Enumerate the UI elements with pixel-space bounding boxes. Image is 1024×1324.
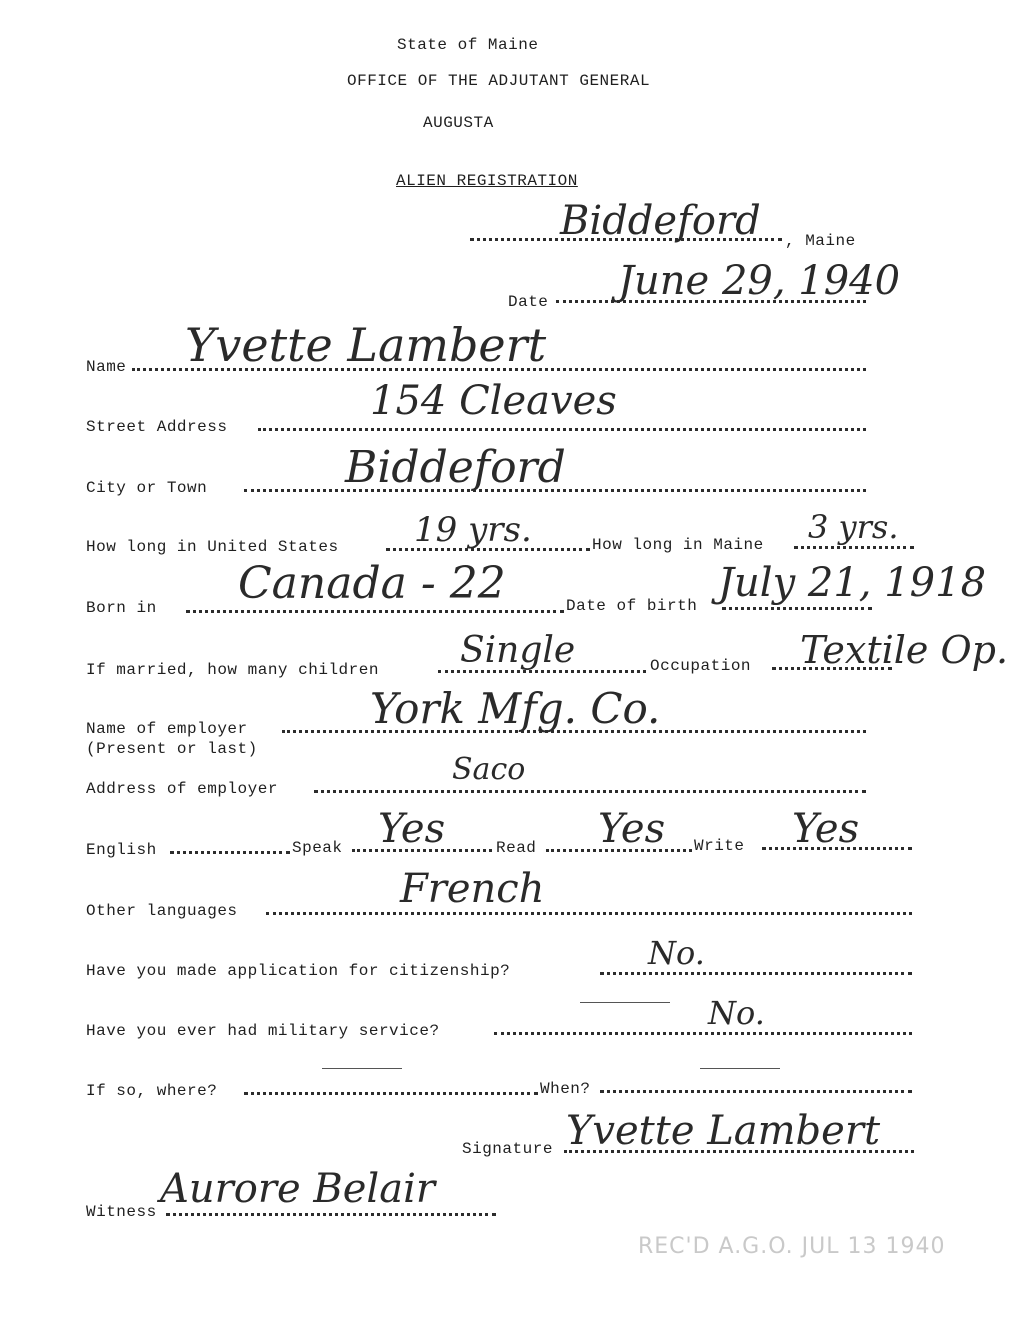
date-handwritten: June 29, 1940 [618, 258, 901, 304]
military-label: Have you ever had military service? [86, 1022, 440, 1040]
street-dotted-line [258, 428, 866, 431]
place-suffix: , Maine [785, 232, 856, 250]
employer-address-label: Address of employer [86, 780, 278, 798]
occupation-value: Textile Op. [800, 628, 1009, 672]
city-value: Biddeford [345, 442, 566, 493]
signature-value: Yvette Lambert [566, 1108, 881, 1154]
speak-label: Speak [292, 839, 343, 857]
employer-sublabel: (Present or last) [86, 740, 258, 758]
office-heading: OFFICE OF THE ADJUTANT GENERAL [347, 72, 651, 90]
english-dotted-line-1 [170, 851, 290, 854]
when-label: When? [540, 1080, 591, 1098]
witness-value: Aurore Belair [160, 1166, 435, 1212]
english-label: English [86, 841, 157, 859]
form-title: ALIEN REGISTRATION [396, 172, 578, 190]
where-dash-mark [322, 1068, 402, 1069]
maine-years-dotted-line [794, 546, 914, 549]
read-value: Yes [598, 806, 666, 852]
city-label: City or Town [86, 479, 208, 497]
employer-value: York Mfg. Co. [370, 684, 661, 733]
employer-label: Name of employer [86, 720, 248, 738]
witness-dotted-line [166, 1213, 496, 1216]
name-label: Name [86, 358, 127, 376]
other-languages-value: French [400, 866, 545, 912]
where-dotted-line [244, 1092, 538, 1095]
speak-value: Yes [378, 806, 446, 852]
children-value: Single [460, 630, 576, 671]
date-label: Date [508, 293, 549, 311]
born-in-dotted-line [186, 610, 564, 613]
dob-label: Date of birth [566, 597, 698, 615]
where-label: If so, where? [86, 1082, 218, 1100]
employer-address-dotted-line [314, 790, 866, 793]
signature-label: Signature [462, 1140, 553, 1158]
employer-address-value: Saco [452, 752, 526, 787]
us-years-label: How long in United States [86, 538, 339, 556]
place-handwritten: Biddeford [560, 198, 761, 244]
military-dash-mark [580, 1002, 670, 1003]
dob-dotted-line [722, 607, 872, 610]
read-label: Read [496, 839, 537, 857]
write-value: Yes [792, 806, 860, 852]
military-dotted-line [494, 1032, 912, 1035]
children-label: If married, how many children [86, 661, 379, 679]
received-stamp: REC'D A.G.O. JUL 13 1940 [638, 1234, 946, 1259]
witness-label: Witness [86, 1203, 157, 1221]
maine-years-value: 3 yrs. [808, 508, 899, 546]
born-in-value: Canada - 22 [238, 558, 506, 609]
citizenship-dotted-line [600, 972, 912, 975]
street-value: 154 Cleaves [370, 378, 617, 424]
military-value: No. [708, 994, 765, 1032]
citizenship-label: Have you made application for citizenship? [86, 962, 511, 980]
street-label: Street Address [86, 418, 228, 436]
maine-years-label: How long in Maine [592, 536, 764, 554]
born-in-label: Born in [86, 599, 157, 617]
occupation-label: Occupation [650, 657, 752, 675]
dob-value: July 21, 1918 [718, 560, 987, 606]
city-heading: AUGUSTA [423, 114, 494, 132]
write-label: Write [694, 837, 745, 855]
citizenship-value: No. [648, 934, 705, 972]
state-heading: State of Maine [397, 36, 539, 54]
when-dash-mark [700, 1068, 780, 1069]
name-value: Yvette Lambert [185, 318, 547, 372]
us-years-value: 19 yrs. [414, 510, 532, 550]
when-dotted-line [600, 1090, 912, 1093]
other-languages-dotted-line [266, 912, 912, 915]
other-languages-label: Other languages [86, 902, 238, 920]
